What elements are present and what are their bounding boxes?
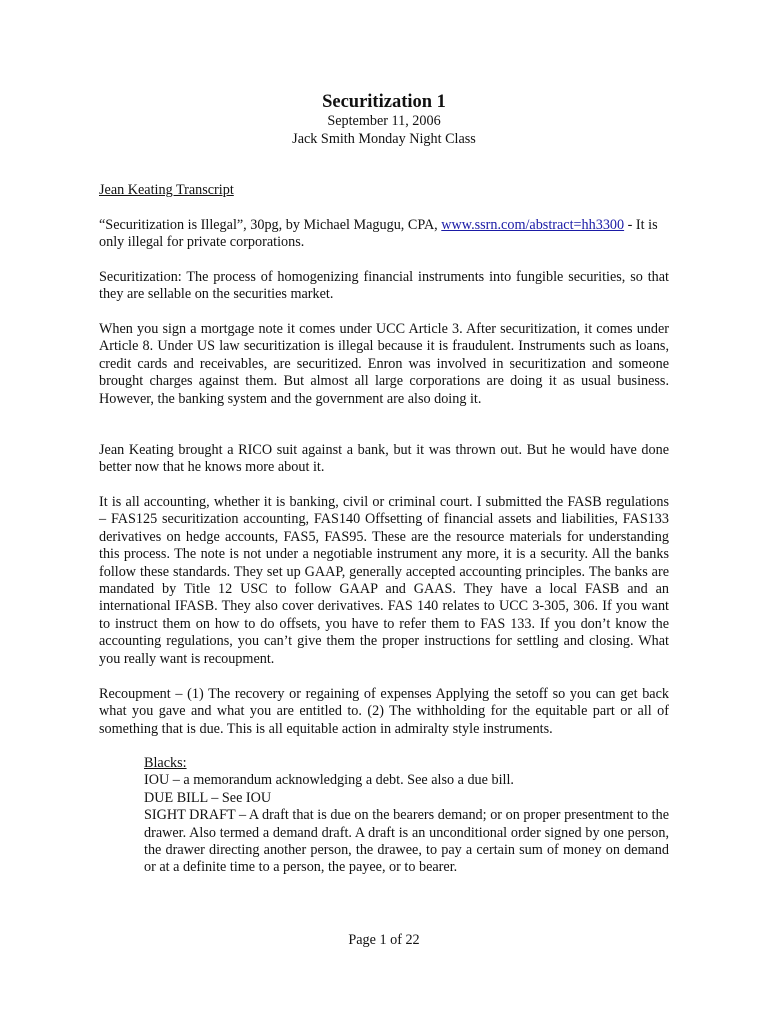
definition-due-bill: DUE BILL – See IOU: [144, 789, 272, 806]
paragraph-6: Recoupment – (1) The recovery or regaining of expenses Applying the setoff so you can get back what you gave and what you are entitled to. (2) The withholding for the equitable part or all of something that is due. This is all equitable action in admiralty style instruments.: [99, 686, 669, 737]
section-heading: Jean Keating Transcript: [99, 182, 234, 198]
page-number: Page 1 of 22: [348, 932, 420, 948]
paragraph-1-text-start: “Securitization is Illegal”, 30pg, by Michael Magugu, CPA,: [99, 217, 442, 233]
class-line: Jack Smith Monday Night Class: [292, 131, 476, 147]
document-title: Securitization 1: [322, 92, 446, 112]
paragraph-1-text-end: - It is only illegal for private corporations.: [99, 217, 658, 251]
ssrn-link[interactable]: www.ssrn.com/abstract=hh3300: [441, 217, 625, 233]
paragraph-4: Jean Keating brought a RICO suit against a bank, but it was thrown out. But he would have done better now that he knows more about it.: [99, 442, 669, 476]
paragraph-5: It is all accounting, whether it is banking, civil or criminal court. I submitted the FASB regulations – FAS125 securitization accounting, FAS140 Offsetting of financial assets and liabilities, FAS133 derivatives on hedge accounts, FAS5, FAS95. These are the resource materials for understanding this process. The note is not under a negotiable instrument any more, it is a security. All the banks follow these standards. They set up GAAP, generally accepted accounting principles. The banks are mandated by Title 12 USC to follow GAAP and GAAS. They have a local FASB and an international IFASB. They also cover derivatives. FAS 140 relates to UCC 3-305, 306. If you want to instruct them on how to do offsets, you have to refer them to FAS 133. If you don’t know the accounting regulations, you can’t give them the proper instructions for settling and closing. What you really want is recoupment.: [99, 494, 669, 667]
paragraph-1: [99, 217, 669, 252]
document-page: [99, 0, 669, 1024]
definition-iou: IOU – a memorandum acknowledging a debt. See also a due bill.: [144, 772, 514, 789]
paragraph-3: When you sign a mortgage note it comes under UCC Article 3. After securitization, it comes under Article 8. Under US law securitization is illegal because it is fraudulent. Instruments such as loans, credit cards and receivables, are securitized. Enron was involved in securitization and someone brought charges against them. But almost all large corporations are doing it as usual business. However, the banking system and the government are also doing it.: [99, 321, 669, 407]
blacks-definitions: [144, 755, 669, 877]
paragraph-2: Securitization: The process of homogenizing financial instruments into fungible securities, so that they are sellable on the securities market.: [99, 269, 669, 303]
document-date: September 11, 2006: [327, 113, 441, 129]
blacks-heading: Blacks:: [144, 755, 187, 771]
definition-sight-draft: SIGHT DRAFT – A draft that is due on the bearers demand; or on proper presentment to the drawer. Also termed a demand draft. A draft is an unconditional order signed by one person, the drawer directing another person, the drawee, to pay a certain sum of money on demand or at a definite time to a person, the payee, or to bearer.: [144, 807, 669, 876]
